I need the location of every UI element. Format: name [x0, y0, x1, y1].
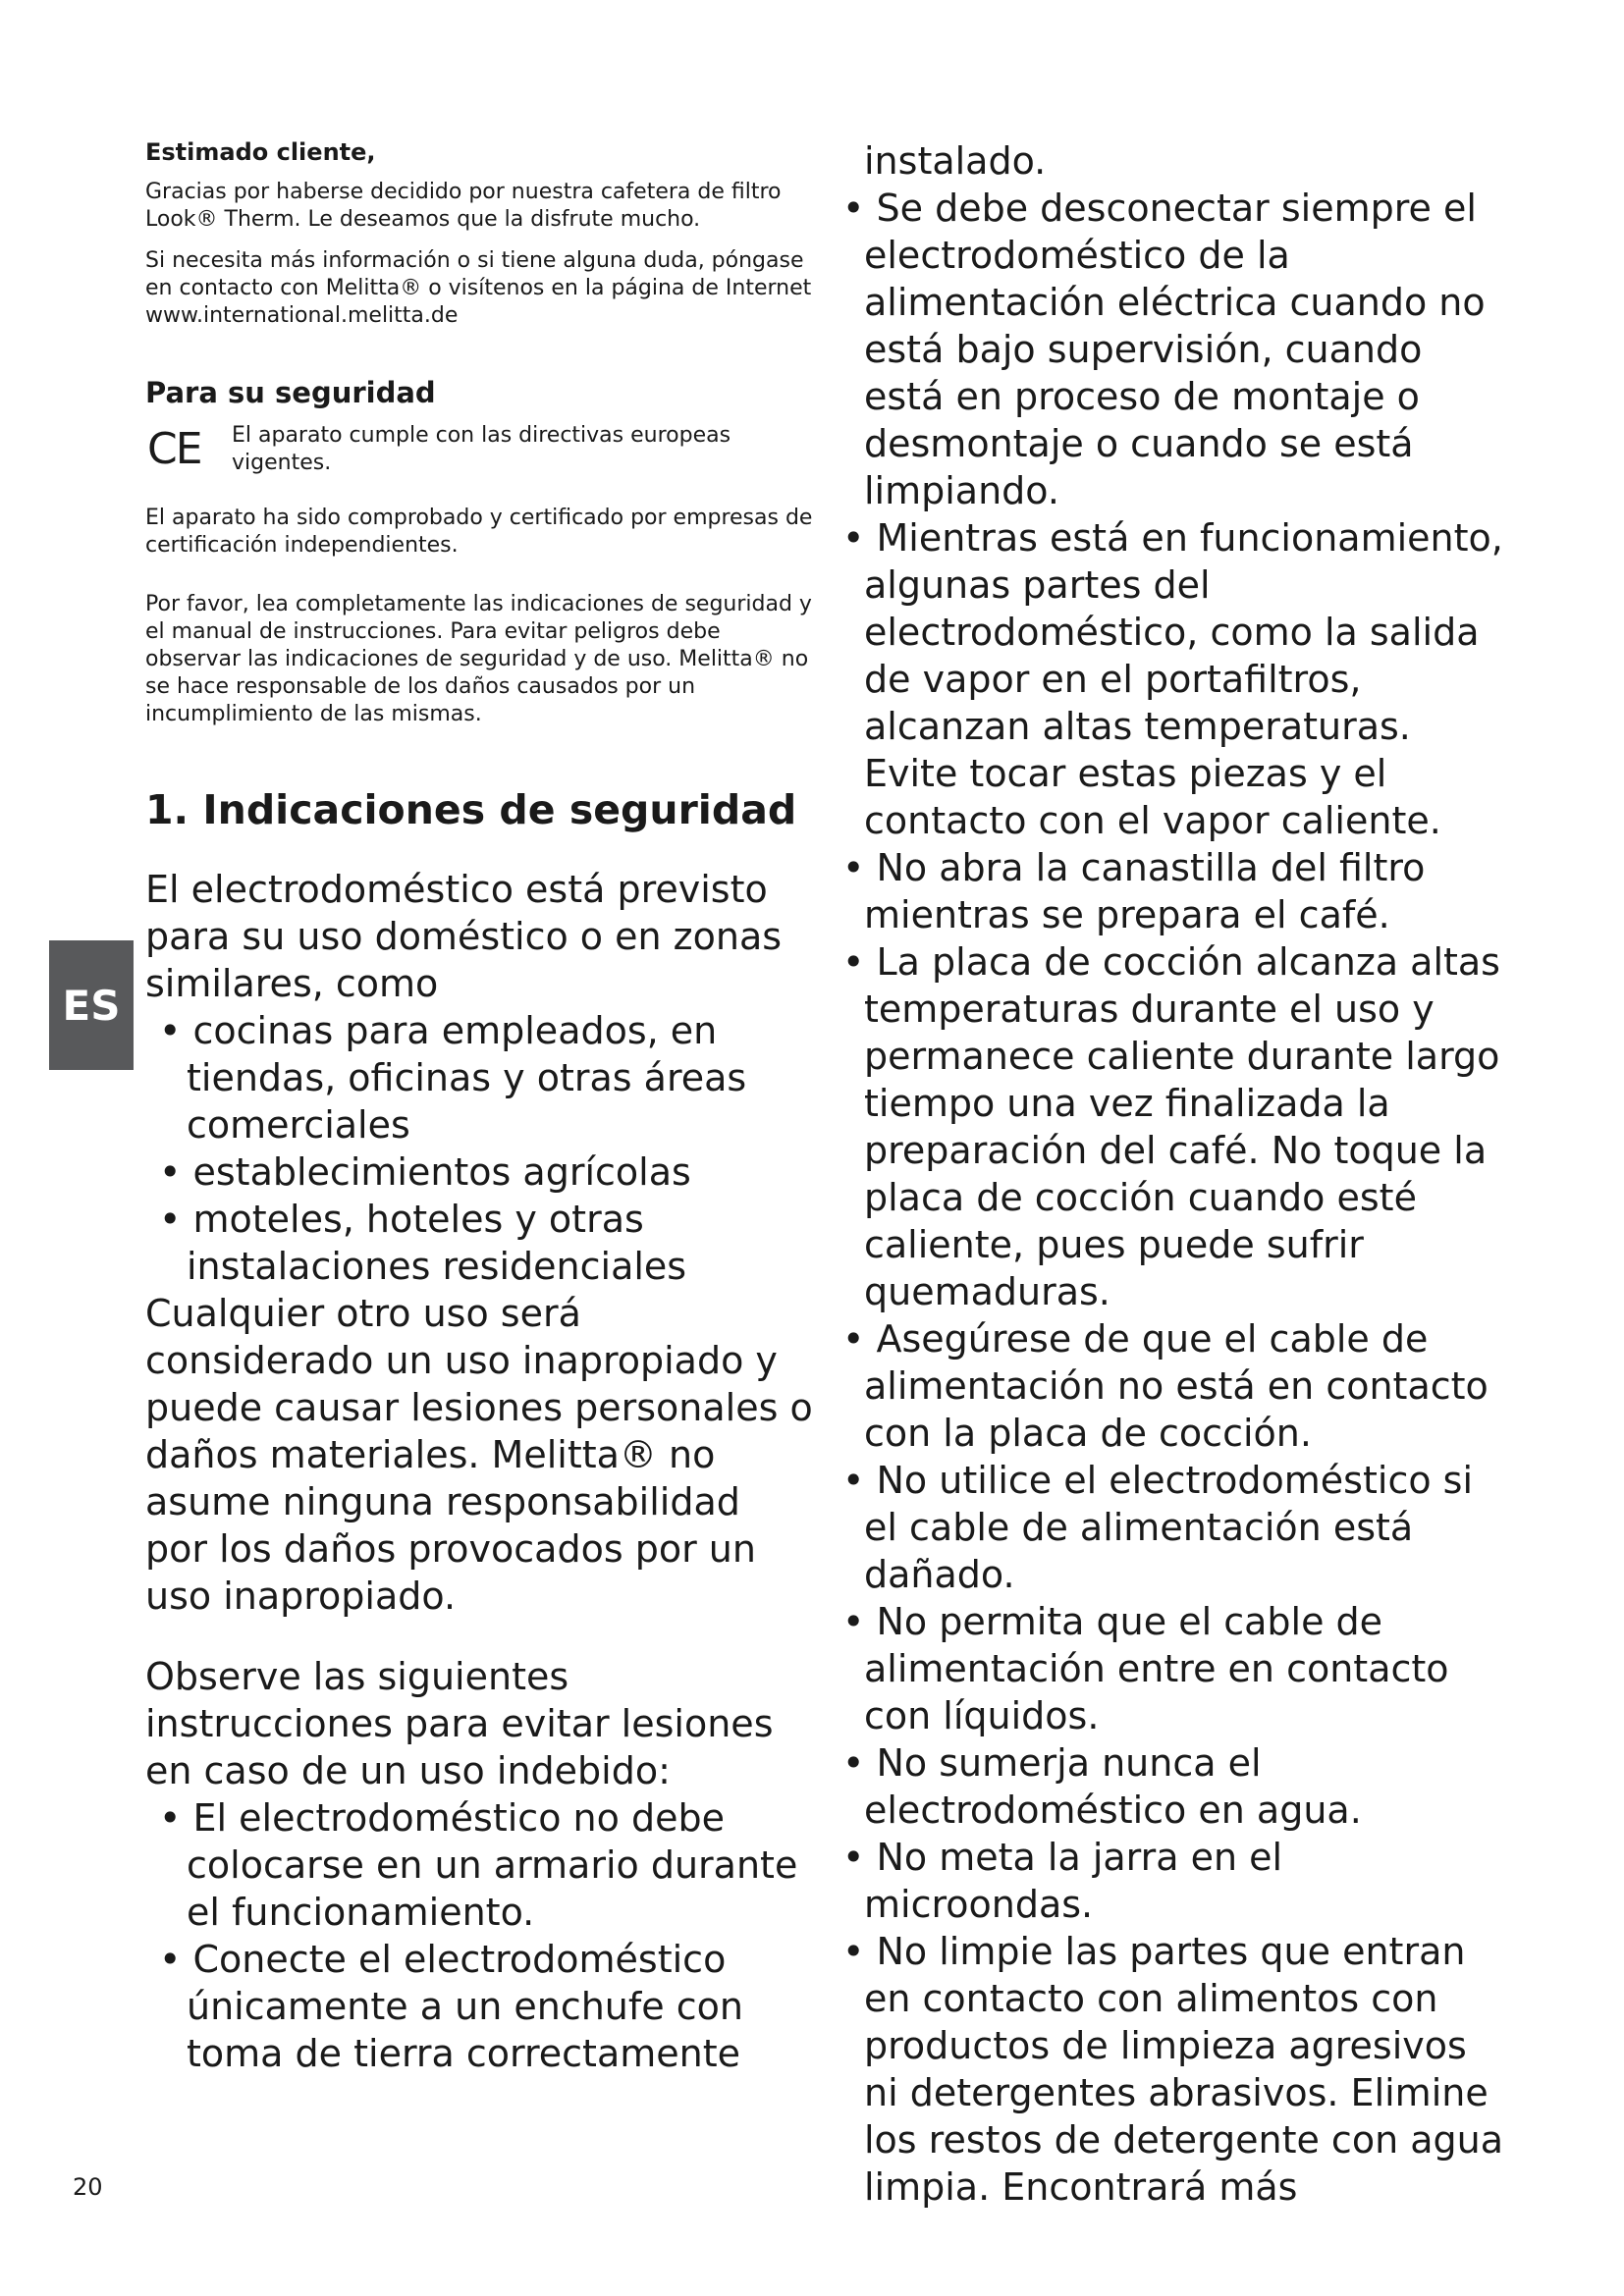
continuation-text: instalado.: [864, 139, 1047, 183]
list-item: • No meta la jarra en el microondas.: [842, 1834, 1510, 1928]
greeting: Estimado cliente,: [145, 138, 376, 166]
list-item: • No limpie las partes que entran en contacto con alimentos con productos de limpieza agresivos ni detergentes abrasivos. Elimine los restos de detergente con agua limpia. Encontrará más: [842, 1928, 1510, 2211]
list-item: • Se debe desconectar siempre el electrodoméstico de la alimentación eléctrica cuando no está bajo supervisión, cuando está en proceso de montaje o desmontaje o cuando se está limpiando.: [842, 185, 1510, 514]
language-tab-es: ES: [49, 940, 134, 1070]
list-item: • No utilice el electrodoméstico si el cable de alimentación está dañado.: [842, 1457, 1510, 1598]
list-item: • Asegúrese de que el cable de alimentación no está en contacto con la placa de cocción.: [842, 1315, 1510, 1457]
left-column: [145, 137, 813, 2077]
ce-mark-icon: CE: [147, 424, 201, 474]
list-item: • El electrodoméstico no debe colocarse en un armario durante el funcionamiento.: [145, 1794, 813, 1936]
observe-paragraph: Observe las siguientes instrucciones para evitar lesiones en caso de un uso indebido:: [145, 1655, 774, 1792]
list-item: • establecimientos agrícolas: [145, 1148, 813, 1196]
intro-paragraph-1: Gracias por haberse decidido por nuestra cafetera de filtro Look® Therm. Le deseamos que la disfrute mucho.: [145, 180, 782, 232]
ce-text: El aparato cumple con las directivas europeas vigentes.: [232, 423, 731, 475]
ce-compliance: [145, 422, 813, 477]
list-item: • Conecte el electrodoméstico únicamente a un enchufe con toma de tierra correctamente: [145, 1936, 813, 2077]
intro-paragraph-2: Si necesita más información o si tiene alguna duda, póngase en contacto con Melitta® o visítenos en la página de Internet www.international.melitta.de: [145, 248, 812, 328]
misuse-paragraph: Cualquier otro uso será considerado un uso inapropiado y puede causar lesiones personales o daños materiales. Melitta® no asume ninguna responsabilidad por los daños provocados por un uso inapropiado.: [145, 1292, 813, 1618]
page-number: 20: [73, 2173, 103, 2201]
list-item: • No abra la canastilla del filtro mientras se prepara el café.: [842, 844, 1510, 938]
section-title: 1. Indicaciones de seguridad: [145, 786, 797, 833]
list-item: • No permita que el cable de alimentación entre en contacto con líquidos.: [842, 1598, 1510, 1739]
list-item: • La placa de cocción alcanza altas temperaturas durante el uso y permanece caliente durante largo tiempo una vez finalizada la preparación del café. No toque la placa de cocción cuando esté caliente, pues puede sufrir quemaduras.: [842, 938, 1510, 1315]
safety-paragraph-2: Por favor, lea completamente las indicaciones de seguridad y el manual de instrucciones. Para evitar peligros debe observar las indicaciones de seguridad y de uso. Melitta® no se hace responsable de los daños causados por un incumplimiento de las mismas.: [145, 592, 812, 726]
list-item: • No sumerja nunca el electrodoméstico en agua.: [842, 1739, 1510, 1834]
safety-heading: Para su seguridad: [145, 376, 436, 409]
right-column: [842, 137, 1510, 2211]
list-item: • Mientras está en funcionamiento, algunas partes del electrodoméstico, como la salida de vapor en el portafiltros, alcanzan altas temperaturas. Evite tocar estas piezas y el contacto con el vapor caliente.: [842, 514, 1510, 844]
safety-paragraph-1: El aparato ha sido comprobado y certificado por empresas de certificación independientes.: [145, 506, 813, 558]
intended-use-intro: El electrodoméstico está previsto para su uso doméstico o en zonas similares, como: [145, 868, 783, 1005]
list-item: • moteles, hoteles y otras instalaciones residenciales: [145, 1196, 813, 1290]
list-item: • cocinas para empleados, en tiendas, oficinas y otras áreas comerciales: [145, 1007, 813, 1148]
